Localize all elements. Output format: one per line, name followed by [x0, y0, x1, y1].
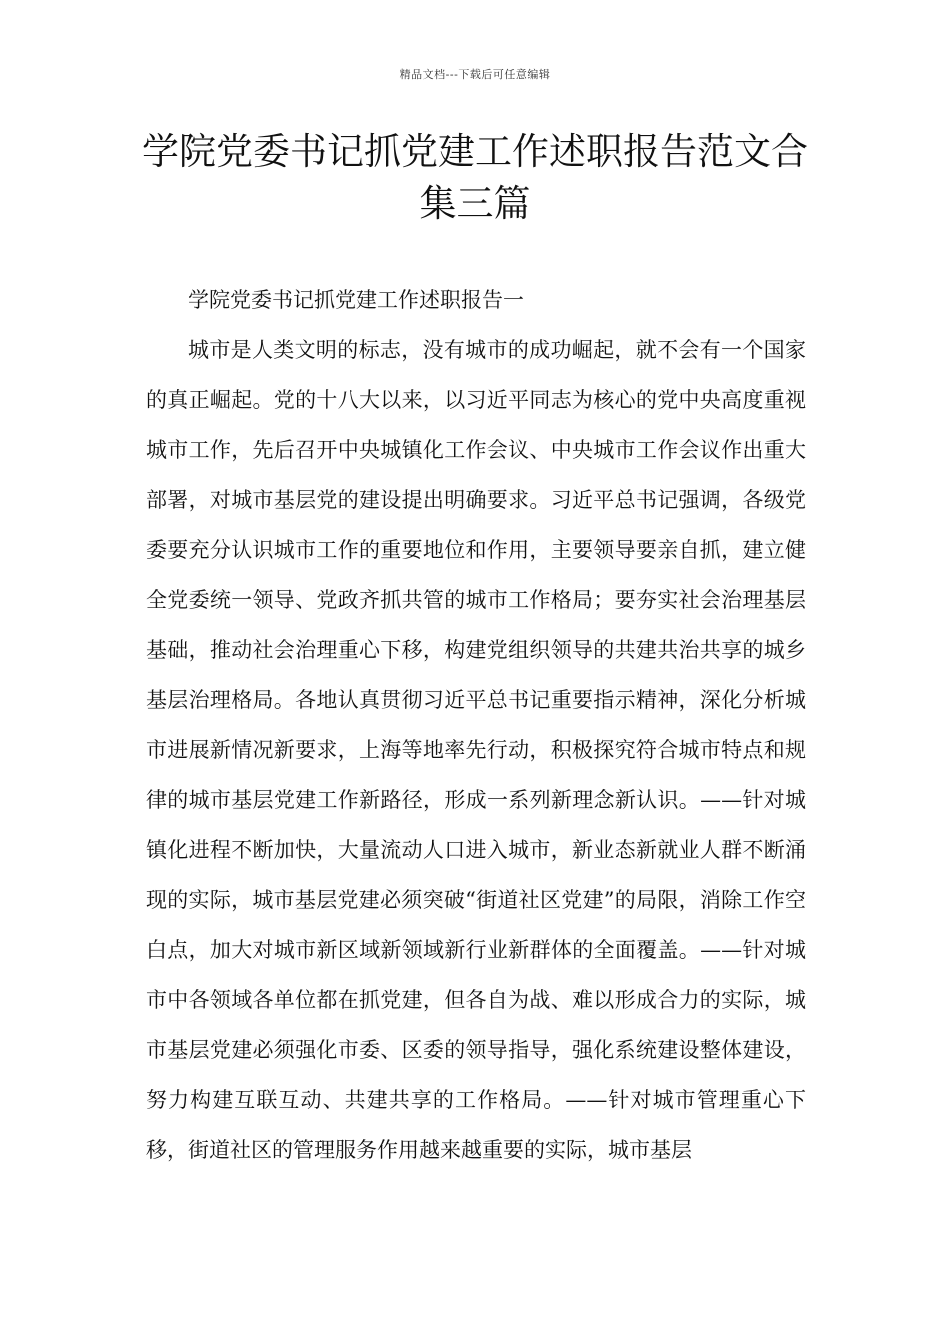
body-paragraph: 城市是人类文明的标志，没有城市的成功崛起，就不会有一个国家的真正崛起。党的十八大以来，以习近平同志为核心的党中央高度重视城市工作，先后召开中央城镇化工作会议、中央城市工作会议作出重大部署，对城市基层党的建设提出明确要求。习近平总书记强调，各级党委要充分认识城市工作的重要地位和作用，主要领导要亲自抓，建立健全党委统一领导、党政齐抓共管的城市工作格局；要夯实社会治理基层基础，推动社会治理重心下移，构建党组织领导的共建共治共享的城乡基层治理格局。各地认真贯彻习近平总书记重要指示精神，深化分析城市进展新情况新要求，上海等地率先行动，积极探究符合城市特点和规律的城市基层党建工作新路径，形成一系列新理念新认识。——针对城镇化进程不断加快，大量流动人口进入城市，新业态新就业人群不断涌现的实际，城市基层党建必须突破“街道社区党建”的局限，消除工作空白点，加大对城市新区域新领域新行业新群体的全面覆盖。——针对城市中各领域各单位都在抓党建，但各自为战、难以形成合力的实际，城市基层党建必须强化市委、区委的领导指导，强化系统建设整体建设，努力构建互联互动、共建共享的工作格局。——针对城市管理重心下移，街道社区的管理服务作用越来越重要的实际，城市基层 [146, 338, 806, 1162]
document-title: 学院党委书记抓党建工作述职报告范文合集三篇 [142, 130, 808, 225]
document-body [146, 275, 806, 1175]
header-note: 精品文档---下载后可任意编辑 [399, 68, 551, 81]
section-heading: 学院党委书记抓党建工作述职报告一 [188, 288, 524, 312]
